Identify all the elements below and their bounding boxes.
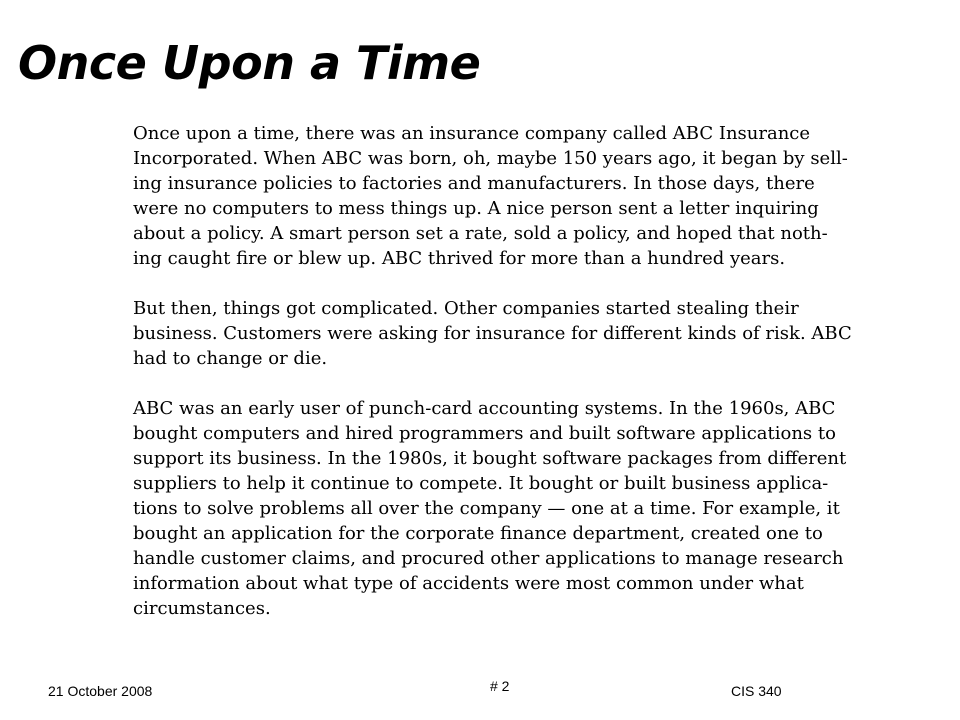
text-line: Once upon a time, there was an insurance company called ABC Insurance: [133, 123, 811, 144]
text-line: suppliers to help it continue to compete. It bought or built business applica-: [133, 473, 829, 494]
text-line: were no computers to mess things up. A nice person sent a letter inquiring: [133, 198, 819, 219]
text-line: about a policy. A smart person set a rate, sold a policy, and hoped that noth-: [133, 223, 828, 244]
paragraph-3: [133, 396, 923, 621]
text-line: bought computers and hired programmers and built software applications to: [133, 423, 836, 444]
text-line: ABC was an early user of punch-card accounting systems. In the 1960s, ABC: [133, 398, 836, 419]
text-line: But then, things got complicated. Other companies started stealing their: [133, 298, 799, 319]
text-line: support its business. In the 1980s, it bought software packages from different: [133, 448, 847, 469]
text-line: ing caught fire or blew up. ABC thrived for more than a hundred years.: [133, 248, 786, 269]
text-line: ing insurance policies to factories and manufacturers. In those days, there: [133, 173, 815, 194]
text-line: business. Customers were asking for insurance for different kinds of risk. ABC: [133, 323, 852, 344]
footer-course: CIS 340: [731, 683, 782, 699]
text-line: handle customer claims, and procured other applications to manage research: [133, 548, 844, 569]
text-line: circumstances.: [133, 598, 271, 619]
slide-title: Once Upon a Time: [18, 36, 481, 90]
footer-date: 21 October 2008: [48, 683, 153, 699]
text-line: Incorporated. When ABC was born, oh, maybe 150 years ago, it began by sell-: [133, 148, 848, 169]
footer-page-number: # 2: [490, 678, 510, 694]
paragraph-1: [133, 121, 923, 271]
text-line: tions to solve problems all over the company — one at a time. For example, it: [133, 498, 840, 519]
paragraph-2: [133, 296, 923, 371]
slide-body: [133, 121, 923, 621]
text-line: information about what type of accidents were most common under what: [133, 573, 804, 594]
text-line: had to change or die.: [133, 348, 328, 369]
text-line: bought an application for the corporate finance department, created one to: [133, 523, 823, 544]
